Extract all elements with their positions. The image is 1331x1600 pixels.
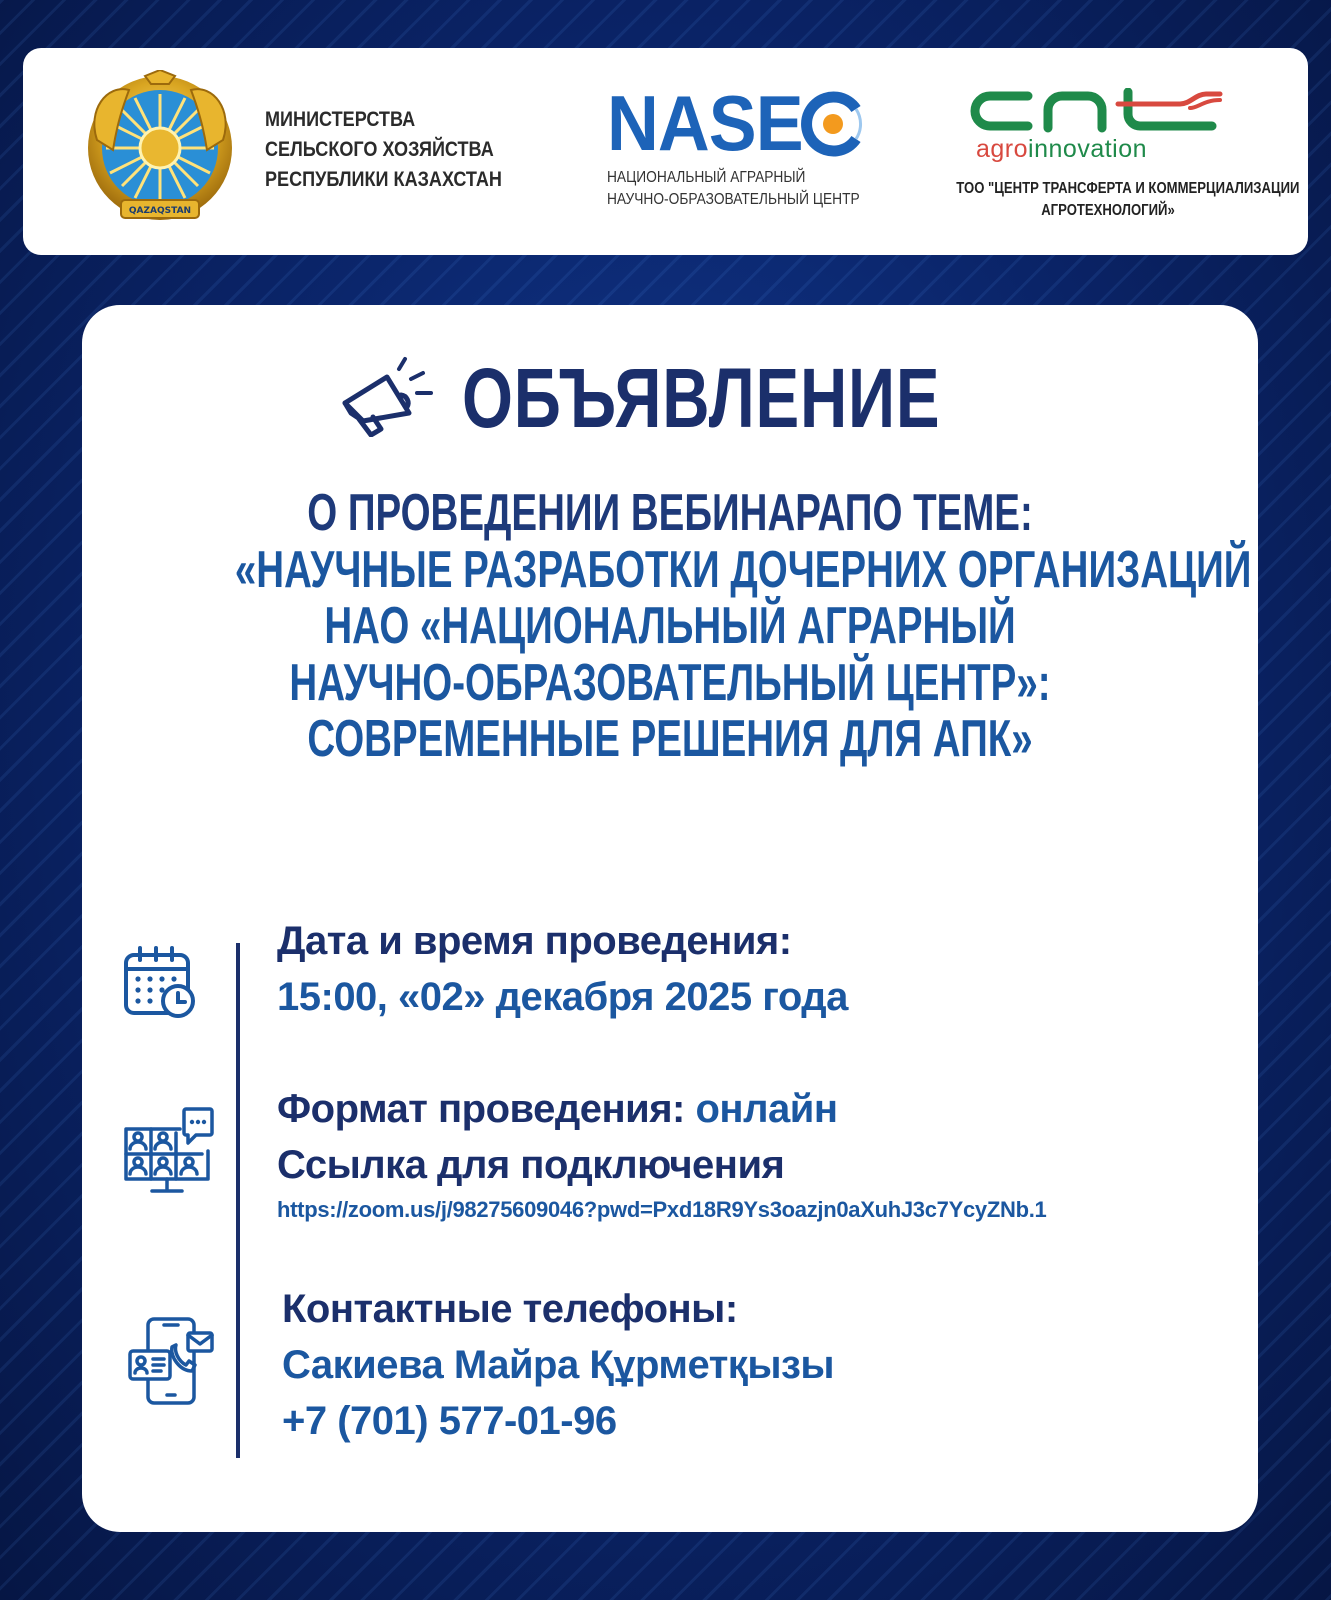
too-line: ТОО "ЦЕНТР ТРАНСФЕРТА И КОММЕРЦИАЛИЗАЦИИ (956, 180, 1300, 197)
date-label: Дата и время проведения: (277, 919, 792, 963)
contact-label: Контактные телефоны: (282, 1287, 738, 1331)
nasec-subtitle-line: НАУЧНО-ОБРАЗОВАТЕЛЬНЫЙ ЦЕНТР (607, 191, 860, 208)
webinar-topic (82, 485, 1258, 768)
too-name (956, 178, 1300, 222)
ministry-name (265, 105, 502, 195)
format-line (277, 1081, 1046, 1137)
topic-line: СОВРЕМЕННЫЕ РЕШЕНИЯ ДЛЯ АПК» (307, 710, 1033, 768)
date-section (277, 913, 848, 1025)
link-label: Ссылка для подключения (277, 1143, 785, 1187)
calendar-clock-icon (122, 945, 198, 1021)
phone-contact-icon (126, 1315, 216, 1407)
agroinnovation-logo (968, 88, 1238, 162)
format-label: Формат проведения: (277, 1087, 696, 1131)
video-conference-icon (120, 1105, 214, 1197)
innovation-word-part: innovation (1028, 135, 1148, 163)
format-value: онлайн (695, 1087, 838, 1131)
nasec-subtitle (607, 167, 860, 211)
nasec-wordmark: NASE (607, 79, 803, 167)
kazakhstan-emblem-icon (83, 70, 237, 232)
topic-line: О ПРОВЕДЕНИИ ВЕБИНАРАПО ТЕМЕ: (307, 484, 1033, 542)
megaphone-icon (337, 355, 437, 437)
agro-word-part: agro (976, 135, 1029, 163)
topic-line: НАУЧНО-ОБРАЗОВАТЕЛЬНЫЙ ЦЕНТР»: (289, 653, 1051, 712)
contact-section (282, 1281, 834, 1449)
date-value: 15:00, «02» декабря 2025 года (277, 975, 848, 1019)
zoom-link[interactable]: https://zoom.us/j/98275609046?pwd=Pxd18R9Ys3oazjn0aXuhJ3c7YcyZNb.1 (277, 1197, 1047, 1222)
nasec-subtitle-line: НАЦИОНАЛЬНЫЙ АГРАРНЫЙ (607, 169, 806, 186)
nasec-logo (607, 79, 877, 211)
header-logos-card (23, 48, 1308, 255)
agroinnovation-mark-icon (968, 88, 1230, 134)
contact-phone[interactable]: +7 (701) 577-01-96 (282, 1399, 617, 1443)
ministry-line: СЕЛЬСКОГО ХОЗЯЙСТВА (265, 138, 494, 161)
announcement-card (82, 305, 1258, 1532)
topic-line: «НАУЧНЫЕ РАЗРАБОТКИ ДОЧЕРНИХ ОРГАНИЗАЦИЙ (234, 540, 1252, 599)
announcement-title: ОБЪЯВЛЕНИЕ (462, 351, 941, 445)
emblem-text: QAZAQSTAN (128, 206, 192, 216)
nasec-c-ring-icon (800, 91, 866, 157)
too-line: АГРОТЕХНОЛОГИЙ» (1041, 202, 1175, 219)
ministry-line: МИНИСТЕРСТВА (265, 108, 416, 131)
details-divider (236, 943, 240, 1458)
agroinnovation-wordmark (976, 136, 1238, 162)
contact-name: Сакиева Майра Құрметқызы (282, 1343, 835, 1387)
ministry-line: РЕСПУБЛИКИ КАЗАХСТАН (265, 168, 502, 191)
topic-line: НАО «НАЦИОНАЛЬНЫЙ АГРАРНЫЙ (324, 597, 1016, 655)
format-section (277, 1081, 1046, 1227)
